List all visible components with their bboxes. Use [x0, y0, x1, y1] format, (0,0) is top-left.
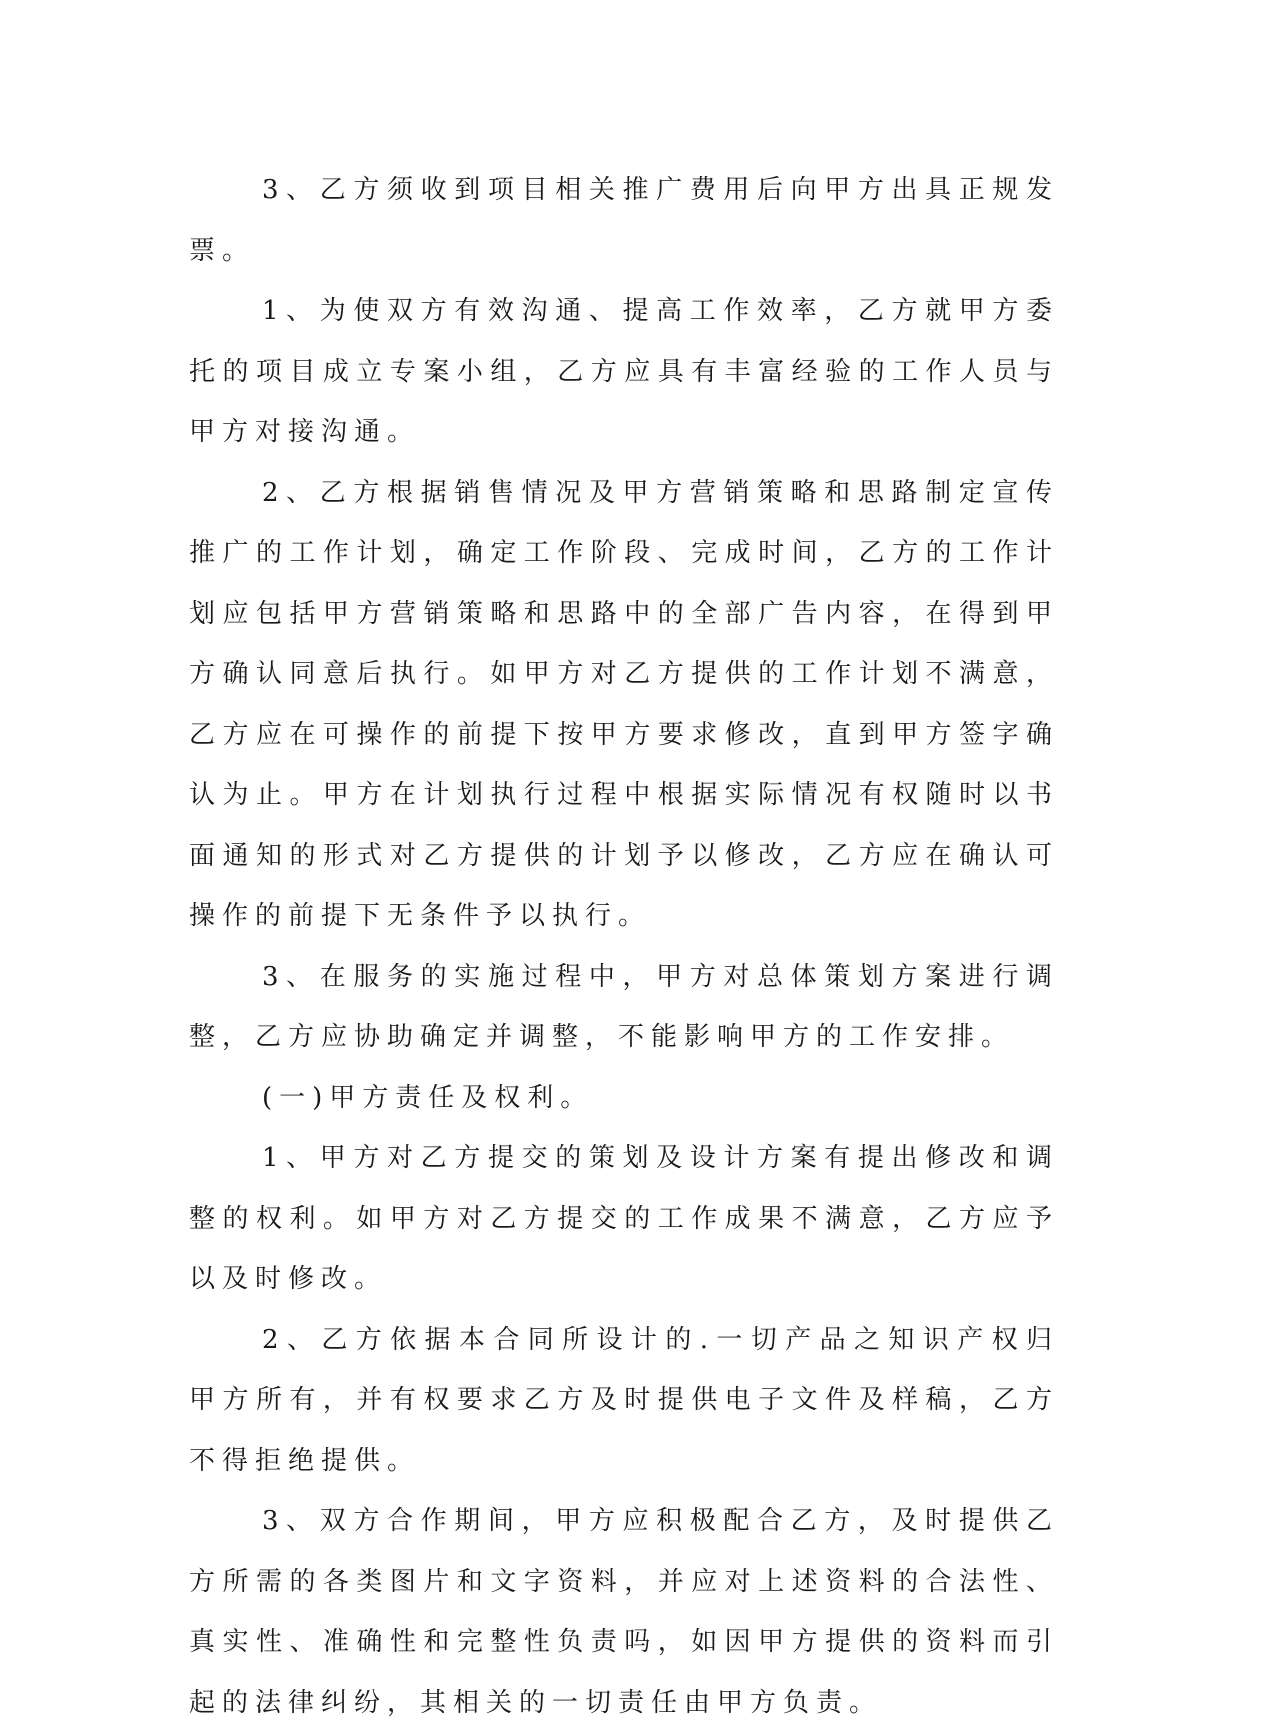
paragraph-intellectual-property: 2、乙方依据本合同所设计的.一切产品之知识产权归甲方所有，并有权要求乙方及时提供电子文件及样稿，乙方不得拒绝提供。	[189, 1324, 1059, 1476]
paragraph-project-team: 1、为使双方有效沟通、提高工作效率，乙方就甲方委托的项目成立专案小组，乙方应具有丰富经验的工作人员与甲方对接沟通。	[189, 296, 1059, 447]
paragraph-work-plan: 2、乙方根据销售情况及甲方营销策略和思路制定宣传推广的工作计划，确定工作阶段、完成时间，乙方的工作计划应包括甲方营销策略和思路中的全部广告内容，在得到甲方确认同意后执行。如甲方对乙方提供的工作计划不满意，乙方应在可操作的前提下按甲方要求修改，直到甲方签字确认为止。甲方在计划执行过程中根据实际情况有权随时以书面通知的形式对乙方提供的计划予以修改，乙方应在确认可操作的前提下无条件予以执行。	[189, 477, 1059, 931]
section-heading-party-a: (一)甲方责任及权利。	[262, 1082, 594, 1113]
paragraph-modification-right: 1、甲方对乙方提交的策划及设计方案有提出修改和调整的权利。如甲方对乙方提交的工作成果不满意，乙方应予以及时修改。	[189, 1143, 1059, 1294]
paragraph-plan-adjustment: 3、在服务的实施过程中，甲方对总体策划方案进行调整，乙方应协助确定并调整，不能影响甲方的工作安排。	[189, 961, 1059, 1052]
document-body	[189, 160, 1059, 1733]
paragraph-cooperation: 3、双方合作期间，甲方应积极配合乙方，及时提供乙方所需的各类图片和文字资料，并应对上述资料的合法性、真实性、准确性和完整性负责吗，如因甲方提供的资料而引起的法律纠纷，其相关的一切责任由甲方负责。	[189, 1506, 1059, 1718]
paragraph-invoice: 3、乙方须收到项目相关推广费用后向甲方出具正规发票。	[189, 175, 1059, 266]
